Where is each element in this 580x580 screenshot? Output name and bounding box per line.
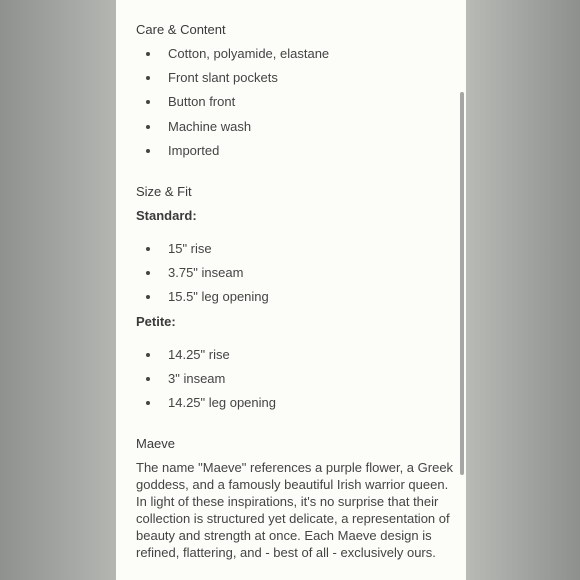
brand-heading: Maeve	[136, 436, 176, 451]
bullet-icon	[146, 271, 150, 275]
left-background	[0, 0, 116, 580]
bullet-icon	[146, 353, 150, 357]
bullet-icon	[146, 247, 150, 251]
right-background	[466, 0, 580, 580]
bullet-icon	[146, 100, 150, 104]
bullet-icon	[146, 149, 150, 153]
bullet-icon	[146, 125, 150, 129]
brand-description: The name "Maeve" references a purple flower, a Greek goddess, and a famously beautiful Irish warrior queen. In light of these inspirations, it's no surprise that their collection is structured yet delicate, a representation of beauty and strength at once. Each Maeve design is refined, flattering, and - best of all - exclusively ours.	[136, 460, 454, 560]
product-details-panel: Care & Content Cotton, polyamide, elastane Front slant pockets Button front Machine wash Imported Size & Fit Standard: 15" rise 3.75" inseam 15.5" leg opening Petite: 14.25" rise 3" inseam 14.25" leg opening Maeve The name "Maeve" references a purple flower, a Greek goddess, and a famously beautiful Irish warrior queen. In light of these inspirations, it's no surprise that their collection is structured yet delicate, a representation of beauty and strength at once. Each Maeve design is refined, flattering, and - best of all - exclusively ours.	[116, 0, 466, 580]
petite-label: Petite:	[136, 314, 176, 329]
standard-label: Standard:	[136, 208, 197, 223]
size-fit-heading: Size & Fit	[136, 184, 192, 199]
bullet-icon	[146, 377, 150, 381]
bullet-icon	[146, 295, 150, 299]
bullet-icon	[146, 76, 150, 80]
bullet-icon	[146, 52, 150, 56]
care-content-heading: Care & Content	[136, 22, 226, 37]
bullet-icon	[146, 401, 150, 405]
scrollbar-thumb[interactable]	[460, 92, 464, 475]
